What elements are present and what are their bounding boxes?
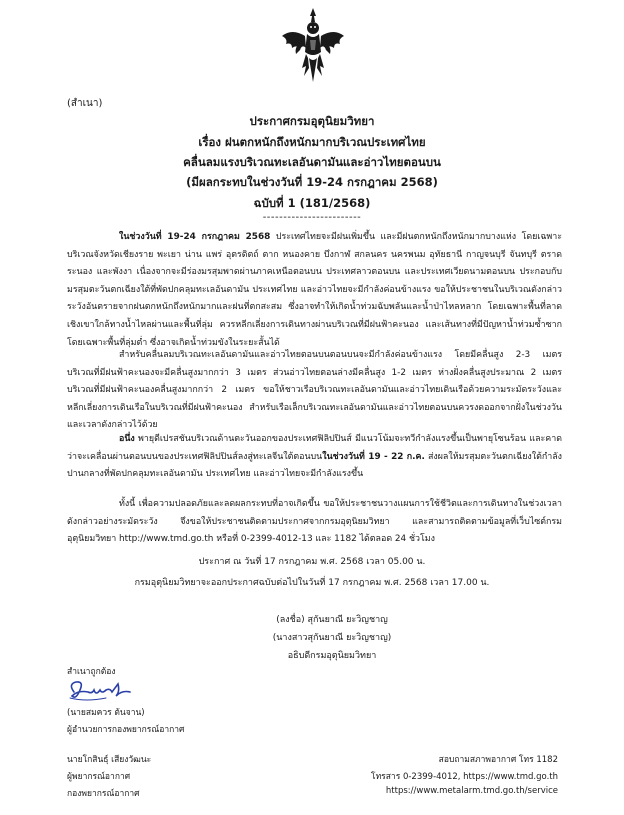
- issue-number: ฉบับที่ 1 (181/2568): [253, 196, 371, 210]
- certified-label: สำเนาถูกต้อง: [67, 667, 116, 677]
- certifier-role: ผู้อำนวยการกองพยากรณ์อากาศ: [67, 725, 185, 735]
- signed-line: (ลงชื่อ) สุกันยาณี ยะวิญชาญ: [276, 615, 388, 625]
- paragraph-depression-end: ส่งผลให้มรสุมตะวันตกเฉียงใต้กำลังปานกลางที่พัดปกคลุมทะเลอันดามัน ประเทศไทย และอ่าวไทยจะมีกำลังแรงขึ้น: [67, 451, 562, 480]
- signer-name: (นางสาวสุกันยาณี ยะวิญชาญ): [272, 633, 392, 643]
- paragraph-depression: [67, 431, 562, 484]
- issued-date: ประกาศ ณ วันที่ 17 กรกฎาคม พ.ศ. 2568 เวลา 05.00 น.: [198, 557, 426, 567]
- paragraph-rain-lead: ในช่วงวันที่ 19-24 กรกฎาคม 2568: [119, 232, 271, 242]
- forecaster-division: กองพยากรณ์อากาศ: [67, 789, 140, 799]
- paragraph-advice: ทั้งนี้ เพื่อความปลอดภัยและลดผลกระทบที่อาจเกิดขึ้น ขอให้ประชาชนวางแผนการใช้ชีวิตและการเดินทางในช่วงเวลาดังกล่าวอย่างระมัดระวัง จึงขอให้ประชาชนติดตามประกาศจากกรมอุตุนิยมวิทยา และสามารถติดตามข้อมูลที่เว็บไซต์กรมอุตุนิยมวิทยา http://www.tmd.go.th หรือที่ 0-2399-4012-13 และ 1182 ได้ตลอด 24 ชั่วโมง: [67, 499, 562, 545]
- handwritten-signature-icon: [66, 678, 136, 704]
- contact-fax-web: โทรสาร 0-2399-4012, https://www.tmd.go.th: [371, 772, 558, 782]
- paragraph-rain: [67, 229, 562, 352]
- announcement-subject-line2: คลื่นลมแรงบริเวณทะเลอันดามันและอ่าวไทยตอนบน: [183, 155, 441, 169]
- paragraph-waves: สำหรับคลื่นลมบริเวณทะเลอันดามันและอ่าวไทยตอนบนตอนบนจะมีกำลังค่อนข้างแรง โดยมีคลื่นสูง 2-3 เมตร บริเวณที่มีฝนฟ้าคะนองจะมีคลื่นสูงมากกว่า 3 เมตร ส่วนอ่าวไทยตอนล่างมีคลื่นสูง 1-2 เมตร ห่างฝั่งคลื่นสูงประมาณ 2 เมตร บริเวณที่มีฝนฟ้าคะนองคลื่นสูงมากกว่า 2 เมตร ขอให้ชาวเรือบริเวณทะเลอันดามันและอ่าวไทยเดินเรือด้วยความระมัดระวังและหลีกเลี่ยงการเดินเรือในบริเวณที่มีฝนฟ้าคะนอง สำหรับเรือเล็กบริเวณทะเลอันดามันและอ่าวไทยตอนบนควรงดออกจากฝั่งในช่วงวันและเวลาดังกล่าวไว้ด้วย: [67, 350, 562, 431]
- next-notice: กรมอุตุนิยมวิทยาจะออกประกาศฉบับต่อไปในวันที่ 17 กรกฎาคม พ.ศ. 2568 เวลา 17.00 น.: [134, 578, 490, 588]
- paragraph-depression-period: ในช่วงวันที่ 19 - 22 ก.ค.: [322, 451, 425, 462]
- forecaster-name: นายโกสินธุ์ เสียงวัฒนะ: [67, 755, 152, 765]
- paragraph-rain-body: ประเทศไทยจะมีฝนเพิ่มขึ้น และมีฝนตกหนักถึงหนักมากบางแห่ง โดยเฉพาะบริเวณจังหวัดเชียงราย พะเยา น่าน แพร่ อุตรดิตถ์ ตาก หนองคาย บึงกาฬ สกลนคร นครพนม อุทัยธานี กาญจนบุรี จันทบุรี ตราด ระนอง และพังงา เนื่องจากจะมีร่องมรสุมพาดผ่านภาคเหนือตอนบน ประเทศลาวตอนบน และประเทศเวียดนามตอนบน ประกอบกับมรสุมตะวันตกเฉียงใต้ที่พัดปกคลุมทะเลอันดามัน ประเทศไทย และอ่าวไทยจะมีกำลังค่อนข้างแรง ขอให้ประชาชนในบริเวณดังกล่าวระวังอันตรายจากฝนตกหนักถึงหนักมากและฝนที่ตกสะสม ซึ่งอาจทำให้เกิดน้ำท่วมฉับพลันและน้ำป่าไหลหลาก โดยเฉพาะพื้นที่ลาดเชิงเขาใกล้ทางน้ำไหลผ่านและพื้นที่ลุ่ม ควรหลีกเลี่ยงการเดินทางผ่านบริเวณที่มีฝนฟ้าคะนอง และเส้นทางที่มีปัญหาน้ำท่วมซ้ำซาก โดยเฉพาะพื้นที่ลุ่มต่ำ ซึ่งอาจเกิดน้ำท่วมขังในระยะสั้นได้: [67, 232, 562, 348]
- separator: ------------------------: [262, 212, 362, 223]
- forecaster-role: ผู้พยากรณ์อากาศ: [67, 772, 131, 782]
- contact-phone: สอบถามสภาพอากาศ โทร 1182: [438, 755, 558, 765]
- paragraph-depression-lead: อนึ่ง: [119, 434, 135, 444]
- announcement-subject: เรื่อง ฝนตกหนักถึงหนักมากบริเวณประเทศไทย: [198, 135, 426, 149]
- certifier-name: (นายสมควร ต้นจาน): [67, 708, 145, 718]
- copy-tag: (สำเนา): [67, 98, 103, 109]
- paragraph-depression-body: พายุดีเปรสชันบริเวณด้านตะวันออกของประเทศฟิลิปปินส์ มีแนวโน้มจะทวีกำลังแรงขึ้นเป็นพายุโซนร้อน และคาดว่าจะเคลื่อนผ่านตอนบนของประเทศฟิลิปปินส์ลงสู่ทะเลจีนใต้ตอนบน: [67, 434, 562, 462]
- announcement-title: ประกาศกรมอุตุนิยมวิทยา: [249, 114, 375, 128]
- impact-period: (มีผลกระทบในช่วงวันที่ 19-24 กรกฎาคม 2568): [186, 175, 438, 189]
- contact-metalarm-link[interactable]: https://www.metalarm.tmd.go.th/service: [385, 786, 558, 796]
- garuda-emblem-icon: [278, 6, 348, 84]
- signer-title: อธิบดีกรมอุตุนิยมวิทยา: [287, 651, 377, 661]
